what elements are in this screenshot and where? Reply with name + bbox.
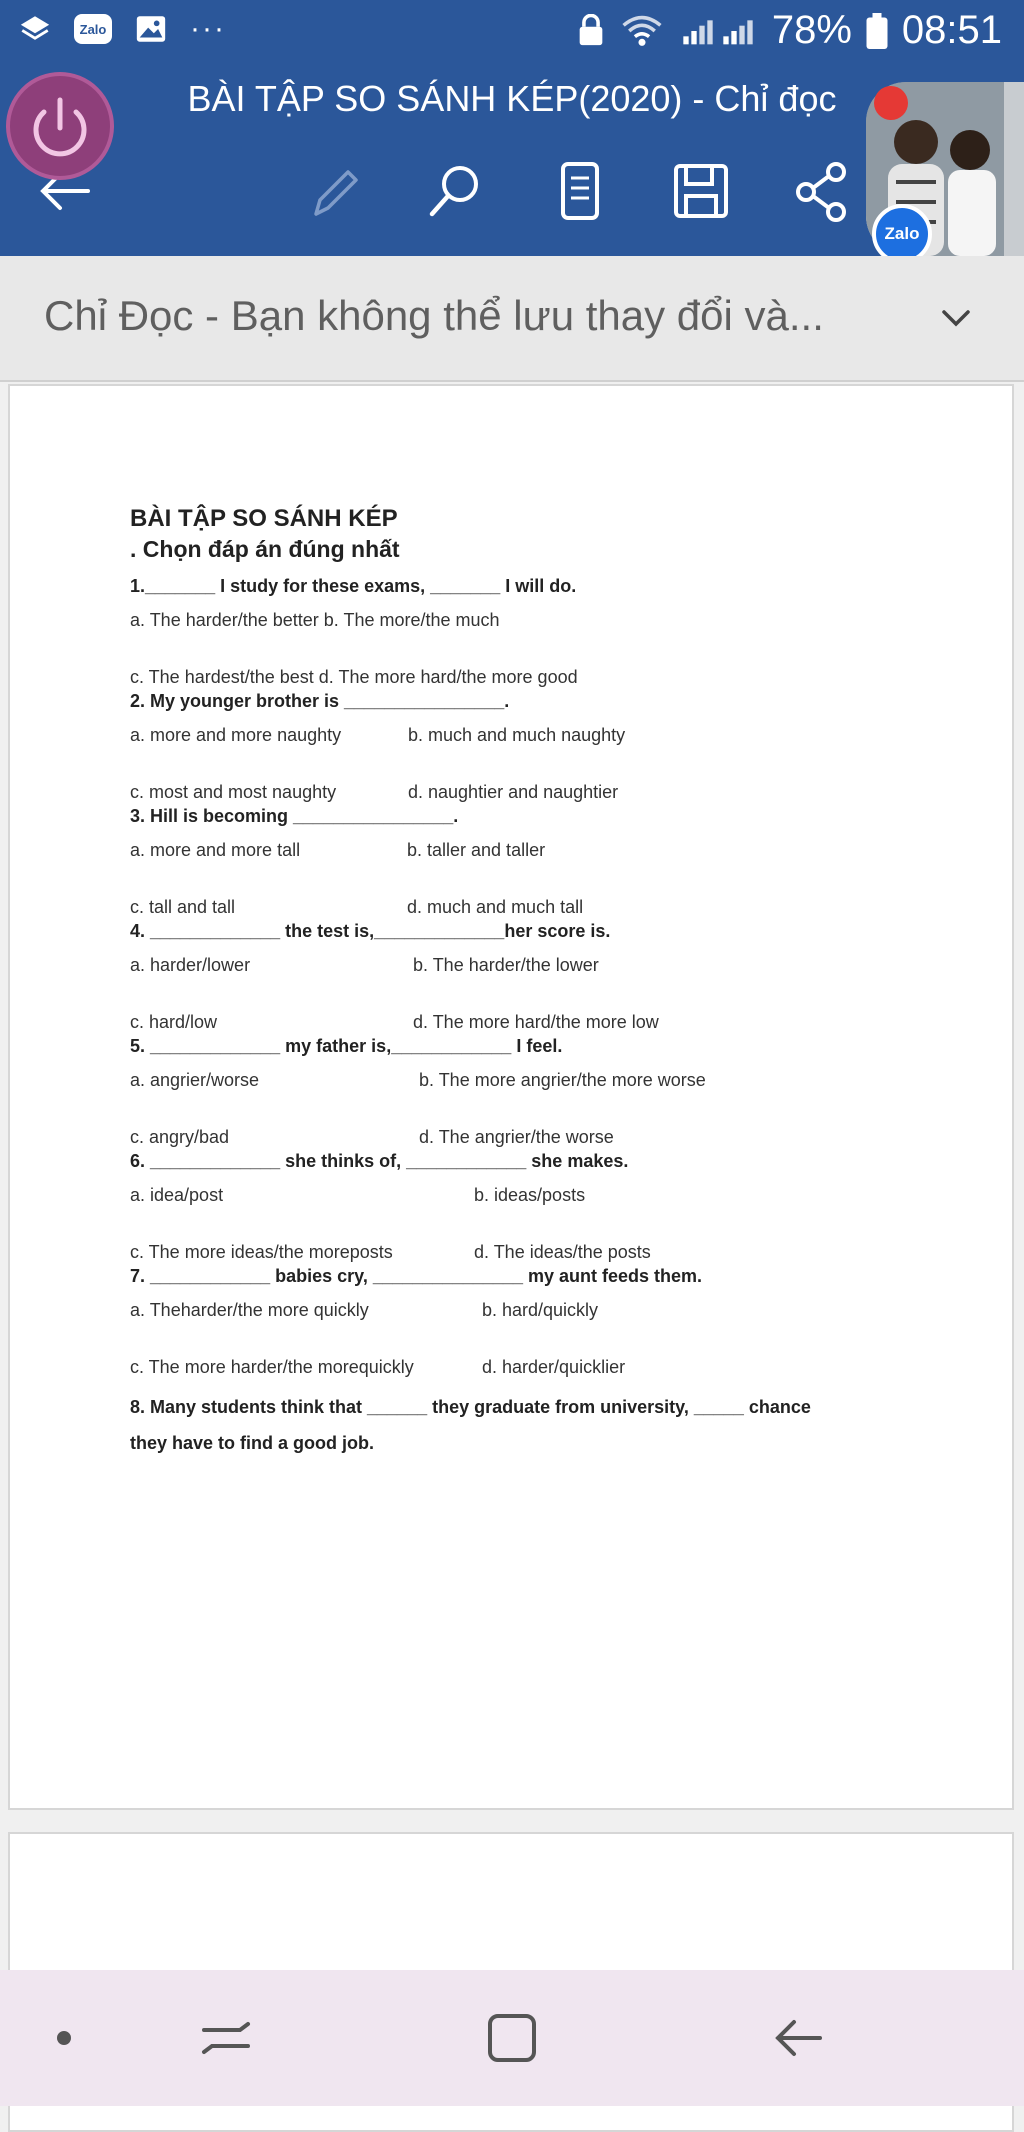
answer-option: d. The ideas/the posts <box>474 1242 651 1262</box>
answer-row <box>130 1240 950 1264</box>
document-content <box>130 504 950 1461</box>
mobile-view-icon[interactable] <box>545 156 615 226</box>
question-text: 5. _____________ my father is,____________ I feel. <box>130 1036 563 1056</box>
question-text: 1._______ I study for these exams, _______ I will do. <box>130 576 577 596</box>
question-2 <box>130 689 950 804</box>
answer-option: a. more and more naughty <box>130 725 342 745</box>
read-only-banner[interactable] <box>0 256 1024 382</box>
question-text: 4. _____________ the test is,_____________her score is. <box>130 921 611 941</box>
more-notifications-indicator: ··· <box>190 12 226 45</box>
zalo-chat-head-badge: Zalo <box>872 204 932 264</box>
back-nav-icon[interactable] <box>766 2006 830 2070</box>
answer-option: b. ideas/posts <box>474 1185 586 1205</box>
answer-option: b. taller and taller <box>407 840 546 860</box>
answer-option: a. The harder/the better b. The more/the much <box>130 610 500 630</box>
question-list <box>130 574 950 1379</box>
recent-apps-icon[interactable] <box>194 2006 258 2070</box>
chevron-down-icon[interactable] <box>934 296 978 340</box>
question-text: 6. _____________ she thinks of, ____________ she makes. <box>130 1151 629 1171</box>
system-nav-bar <box>0 1970 1024 2106</box>
answer-row <box>130 723 950 747</box>
answer-option: a. angrier/worse <box>130 1070 260 1090</box>
answer-option: d. harder/quicklier <box>482 1357 626 1377</box>
answer-option: b. hard/quickly <box>482 1300 599 1320</box>
document-title: BÀI TẬP SO SÁNH KÉP(2020) - Chỉ đọc <box>187 78 837 119</box>
answer-row <box>130 1068 950 1092</box>
answer-row <box>130 608 950 632</box>
question-text: 2. My younger brother is ________________. <box>130 691 510 711</box>
document-instruction: . Chọn đáp án đúng nhất <box>130 536 400 562</box>
edit-icon[interactable] <box>300 156 370 226</box>
home-icon[interactable] <box>480 2006 544 2070</box>
answer-option: c. angry/bad <box>130 1127 230 1147</box>
gallery-icon <box>134 12 168 46</box>
status-bar <box>0 0 1024 68</box>
answer-option: a. Theharder/the more quickly <box>130 1300 369 1320</box>
answer-option: b. The harder/the lower <box>413 955 599 975</box>
question-7 <box>130 1264 950 1379</box>
signal-icon <box>678 14 758 48</box>
answer-row <box>130 895 950 919</box>
document-heading: BÀI TẬP SO SÁNH KÉP <box>130 505 398 532</box>
answer-row <box>130 665 950 689</box>
answer-option: a. more and more tall <box>130 840 301 860</box>
answer-row <box>130 1355 950 1379</box>
answer-option: a. harder/lower <box>130 955 251 975</box>
layers-icon <box>18 12 52 46</box>
answer-row <box>130 780 950 804</box>
answer-row <box>130 1298 950 1322</box>
question-3 <box>130 804 950 919</box>
question-8-line-2: they have to find a good job. <box>130 1433 375 1453</box>
answer-option: c. The more harder/the morequickly <box>130 1357 414 1377</box>
save-icon[interactable] <box>666 156 736 226</box>
question-text: 3. Hill is becoming ________________. <box>130 806 459 826</box>
answer-option: c. hard/low <box>130 1012 218 1032</box>
answer-option: c. most and most naughty <box>130 782 337 802</box>
answer-option: c. The hardest/the best d. The more hard/the more good <box>130 667 578 687</box>
question-5 <box>130 1034 950 1149</box>
answer-row <box>130 1125 950 1149</box>
answer-option: b. much and much naughty <box>408 725 626 745</box>
answer-option: a. idea/post <box>130 1185 224 1205</box>
answer-row <box>130 838 950 862</box>
answer-row <box>130 953 950 977</box>
answer-option: d. The angrier/the worse <box>419 1127 614 1147</box>
answer-option: d. The more hard/the more low <box>413 1012 659 1032</box>
notification-badge <box>874 86 908 120</box>
question-1 <box>130 574 950 689</box>
lock-icon <box>576 14 606 48</box>
battery-icon <box>866 13 888 49</box>
wifi-icon <box>620 14 664 48</box>
recents-dot-icon[interactable] <box>32 2006 96 2070</box>
read-only-message: Chỉ Đọc - Bạn không thể lưu thay đổi và... <box>44 292 824 339</box>
zalo-icon: Zalo <box>74 14 112 44</box>
question-8-line-1: 8. Many students think that ______ they graduate from university, _____ chance <box>130 1397 811 1417</box>
power-icon <box>10 76 110 176</box>
power-overlay-button[interactable] <box>6 72 114 180</box>
question-6 <box>130 1149 950 1264</box>
share-icon[interactable] <box>788 156 858 226</box>
answer-option: c. tall and tall <box>130 897 236 917</box>
answer-row <box>130 1183 950 1207</box>
battery-percent: 78% <box>771 8 852 52</box>
answer-option: d. much and much tall <box>407 897 584 917</box>
answer-option: b. The more angrier/the more worse <box>419 1070 706 1090</box>
question-8 <box>130 1389 950 1461</box>
document-page[interactable] <box>8 384 1014 1810</box>
question-4 <box>130 919 950 1034</box>
answer-option: d. naughtier and naughtier <box>408 782 619 802</box>
answer-row <box>130 1010 950 1034</box>
search-icon[interactable] <box>420 156 490 226</box>
app-header <box>0 68 1024 256</box>
answer-option: c. The more ideas/the moreposts <box>130 1242 393 1262</box>
clock: 08:51 <box>901 8 1002 52</box>
question-text: 7. ____________ babies cry, _______________ my aunt feeds them. <box>130 1266 703 1286</box>
